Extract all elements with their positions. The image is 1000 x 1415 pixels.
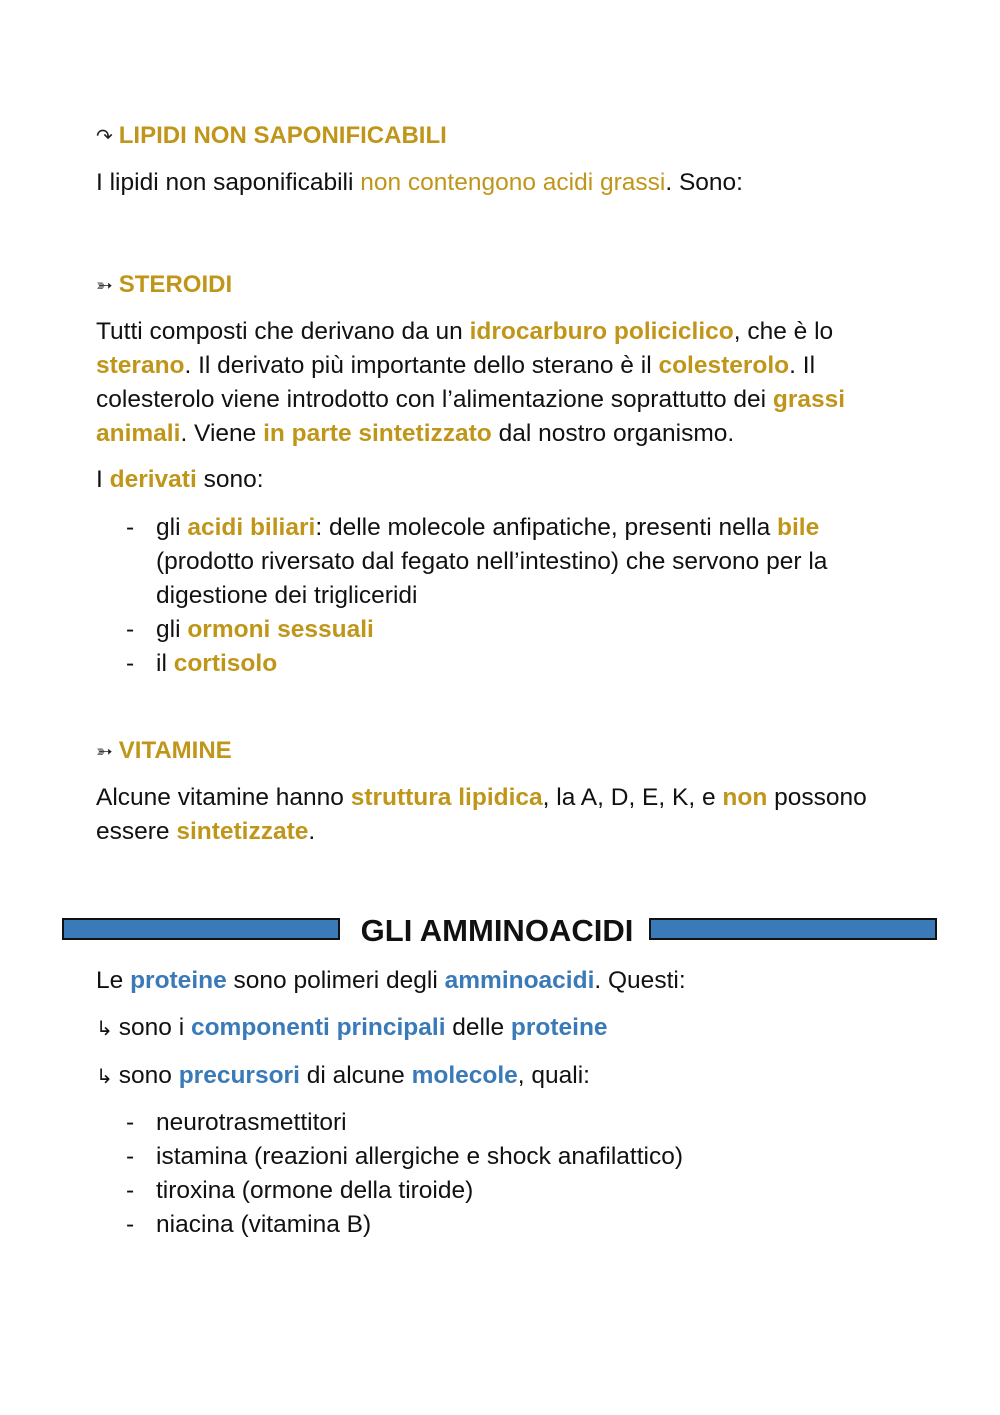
paragraph-steroidi-2: I derivati sono: [96,466,264,493]
list-derivati [96,511,916,681]
list-item: - istamina (reazioni allergiche e shock anafilattico) [96,1140,916,1174]
highlight: precursori [178,1062,300,1089]
list-item: - il cortisolo [96,647,916,681]
list-item: - neurotrasmettitori [96,1106,916,1140]
highlight: struttura lipidica [350,784,543,811]
heading-text: LIPIDI NON SAPONIFICABILI [118,122,447,149]
list-item: - gli acidi biliari: delle molecole anfipatiche, presenti nella bile (prodotto riversato dal fegato nell’intestino) che servono per la digestione dei trigliceridi [96,511,916,613]
list-item: - gli ormoni sessuali [96,613,916,647]
paragraph-steroidi-1: Tutti composti che derivano da un idrocarburo policiclico, che è lo sterano. Il derivato più importante dello sterano è il colesterolo. Il colesterolo viene introdotto con l’alimentazione soprattutto dei grassi animali. Viene in parte sintetizzato dal nostro organismo. [96,318,846,447]
highlight: molecole [411,1062,518,1089]
return-arrow-icon: ↳ [96,1066,113,1088]
return-arrow-icon: ↳ [96,1018,113,1040]
highlight: grassi animali [96,386,846,447]
highlight: sterano [96,352,185,379]
paragraph-lipidi-intro: I lipidi non saponificabili non contengono acidi grassi. Sono: [96,169,743,196]
highlight: colesterolo [658,352,790,379]
paragraph-vitamine: Alcune vitamine hanno struttura lipidica, la A, D, E, K, e non possono essere sintetizzate. [96,784,867,845]
banner-bar-right [649,918,937,940]
section-title: GLI AMMINOACIDI [360,913,634,948]
curved-arrow-icon: ↷ [96,126,113,148]
banner-bar-left [62,918,340,940]
highlight: derivati [109,466,197,493]
highlight: bile [777,514,820,541]
highlight: proteine [510,1014,608,1041]
arrow-icon: ➳ [96,275,113,297]
highlight: componenti principali [190,1014,446,1041]
list-item: - niacina (vitamina B) [96,1208,916,1242]
arrow-line-1: ↳ sono i componenti principali delle proteine [96,1014,608,1041]
arrow-line-2: ↳ sono precursori di alcune molecole, quali: [96,1062,590,1089]
highlight: amminoacidi [444,967,595,994]
highlight: in parte sintetizzato [263,420,492,447]
heading-text: VITAMINE [118,737,232,764]
paragraph-amminoacidi-intro: Le proteine sono polimeri degli amminoacidi. Questi: [96,967,686,994]
highlight: sintetizzate [176,818,309,845]
highlight: idrocarburo policiclico [469,318,734,345]
list-item: - tiroxina (ormone della tiroide) [96,1174,916,1208]
heading-lipidi-non-saponificabili [96,121,447,152]
heading-text: STEROIDI [118,271,233,298]
section-banner-amminoacidi [62,912,937,950]
heading-vitamine [96,736,232,767]
highlight: cortisolo [173,650,278,677]
list-molecole [96,1106,916,1242]
heading-steroidi [96,270,232,301]
highlight: acidi biliari [187,514,316,541]
arrow-icon: ➳ [96,741,113,763]
highlight: non [722,784,768,811]
highlight: proteine [130,967,227,994]
highlight: non contengono acidi grassi [360,169,666,196]
highlight: ormoni sessuali [187,616,374,643]
